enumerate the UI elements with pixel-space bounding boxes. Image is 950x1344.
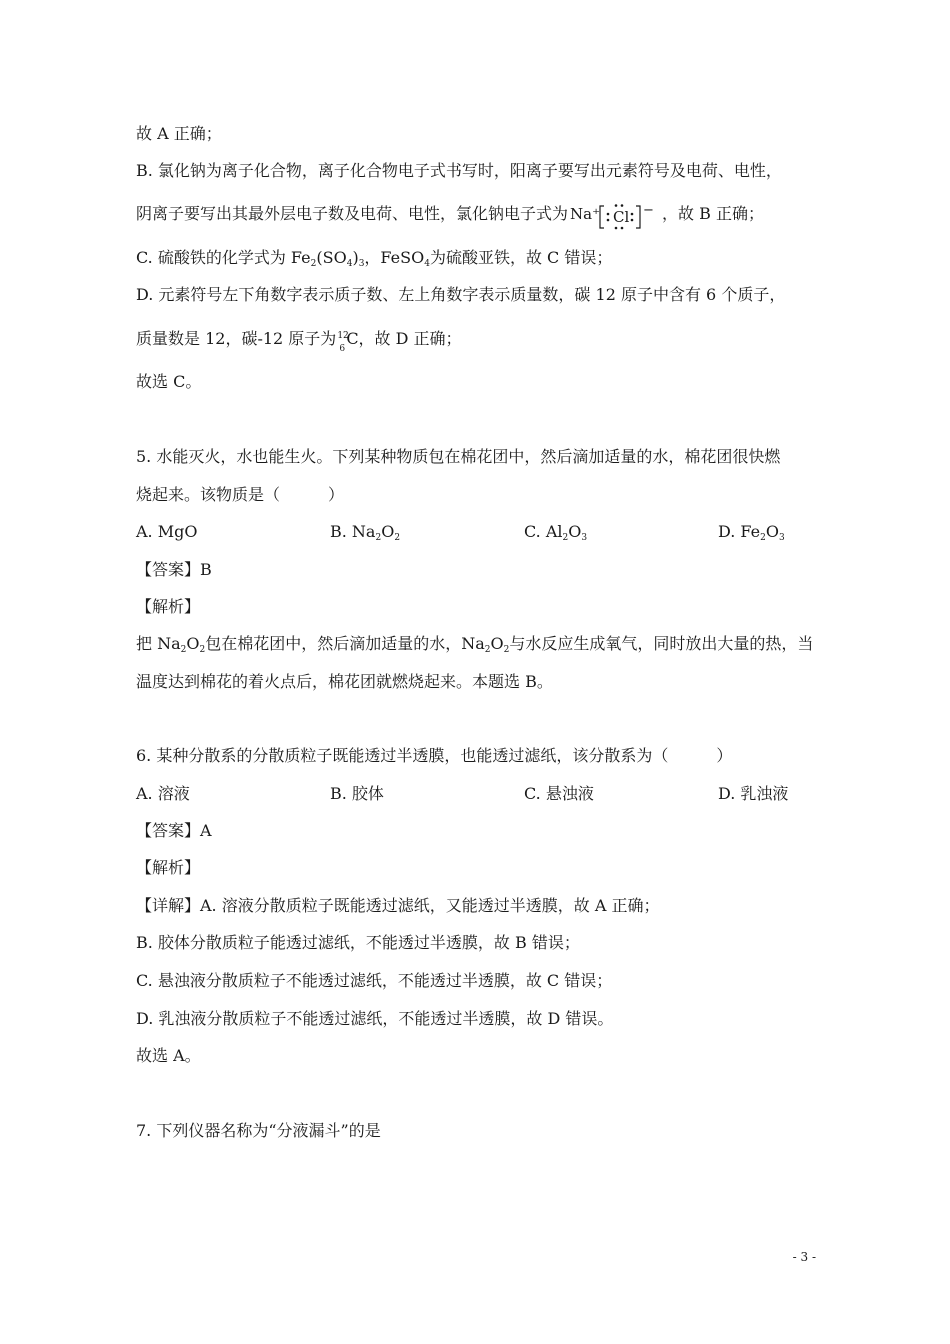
electron — [615, 204, 618, 207]
mass-number: 12 — [337, 331, 349, 341]
text: D. Fe — [718, 522, 761, 541]
right-bracket — [636, 206, 640, 228]
text: 包在棉花团中，然后滴加适量的水，Na — [205, 634, 485, 653]
q6-detail-1: 【详解】A. 溶液分散质粒子既能透过滤纸，又能透过半透膜，故 A 正确； — [136, 896, 660, 915]
text: O — [765, 522, 779, 541]
q5-answer: 【答案】B — [136, 560, 212, 579]
sub: 2 — [199, 645, 206, 655]
q5-option-a: A. MgO — [136, 522, 198, 541]
q6-stem: 6. 某种分散系的分散质粒子既能透过半透膜，也能透过滤纸，该分散系为（ ） — [136, 746, 733, 765]
q6-detail-4: D. 乳浊液分散质粒子不能透过滤纸，不能透过半透膜，故 D 错误。 — [136, 1009, 614, 1028]
left-bracket — [600, 206, 604, 228]
q5-option-c — [524, 522, 587, 548]
text: (SO — [316, 248, 347, 267]
sub: 2 — [562, 533, 569, 543]
q6-detail-3: C. 悬浊液分散质粒子不能透过滤纸，不能透过半透膜，故 C 错误； — [136, 971, 613, 990]
line-d-1: D. 元素符号左下角数字表示质子数、左上角数字表示质量数，碳 12 原子中含有 6 个质子， — [136, 285, 786, 304]
sub: 2 — [310, 259, 317, 269]
text: C，故 D 正确； — [346, 329, 462, 348]
q6-detail-2: B. 胶体分散质粒子能透过滤纸，不能透过半透膜，故 B 错误； — [136, 933, 580, 952]
q6-option-a: A. 溶液 — [136, 784, 190, 803]
electron — [607, 219, 610, 222]
sub: 4 — [424, 259, 430, 269]
line-answer-c: 故选 C。 — [136, 372, 202, 391]
q5-stem-1: 5. 水能灭火，水也能生火。下列某种物质包在棉花团中，然后滴加适量的水，棉花团很快燃 — [136, 447, 781, 466]
sub: 3 — [581, 533, 588, 543]
nacl-lewis-structure — [570, 204, 660, 237]
sub: 2 — [180, 645, 187, 655]
text: ，FeSO — [364, 248, 425, 267]
q5-explanation-1 — [136, 634, 813, 660]
minus-charge: − — [643, 204, 654, 218]
q6-option-c: C. 悬浊液 — [524, 784, 594, 803]
line-c — [136, 248, 612, 274]
sub: 2 — [760, 533, 766, 543]
q6-option-d: D. 乳浊液 — [718, 784, 789, 803]
q6-final: 故选 A。 — [136, 1046, 201, 1065]
text: 与水反应生成氧气，同时放出大量的热，当 — [509, 634, 814, 653]
text: C. 硫酸铁的化学式为 Fe — [136, 248, 311, 267]
text: C. Al — [524, 522, 563, 541]
line-d-2 — [136, 329, 462, 354]
atomic-number: 6 — [339, 344, 346, 354]
q6-answer: 【答案】A — [136, 821, 212, 840]
q6-analysis-heading: 【解析】 — [136, 858, 201, 877]
text: 阴离子要写出其最外层电子数及电荷、电性，氯化钠电子式为 — [136, 204, 569, 223]
text: ) — [352, 248, 359, 267]
text: O — [568, 522, 582, 541]
sub: 3 — [358, 259, 365, 269]
line-b-1: B. 氯化钠为离子化合物，离子化合物电子式书写时，阳离子要写出元素符号及电荷、电性， — [136, 161, 782, 180]
lewis-svg — [570, 204, 660, 232]
q7-stem: 7. 下列仪器名称为“分液漏斗”的是 — [136, 1121, 381, 1140]
sub: 2 — [503, 645, 510, 655]
text: O — [186, 634, 200, 653]
q6-option-b: B. 胶体 — [330, 784, 384, 803]
sub: 4 — [346, 259, 353, 269]
text: O — [381, 522, 395, 541]
line-a-correct: 故 A 正确； — [136, 124, 222, 143]
text: B. Na — [330, 522, 376, 541]
text: ，故 B 正确； — [662, 204, 764, 223]
sub: 2 — [484, 645, 491, 655]
q5-option-b — [330, 522, 400, 548]
text: O — [490, 634, 504, 653]
electron — [607, 213, 610, 216]
cl-symbol: Cl — [613, 208, 630, 226]
page-number: - 3 - — [792, 1250, 816, 1264]
sub: 2 — [394, 533, 401, 543]
isotope-notation — [336, 329, 349, 354]
line-b-2 — [136, 204, 764, 237]
q5-explanation-2: 温度达到棉花的着火点后，棉花团就燃烧起来。本题选 B。 — [136, 672, 553, 691]
electron — [631, 213, 634, 216]
sub: 3 — [778, 533, 785, 543]
na-plus: Na⁺ — [570, 205, 601, 223]
q5-option-d — [718, 522, 785, 548]
q5-stem-2: 烧起来。该物质是（ ） — [136, 485, 345, 504]
text: 质量数是 12，碳-12 原子为 — [136, 329, 337, 348]
text: 把 Na — [136, 634, 181, 653]
electron — [615, 227, 618, 230]
electron — [631, 219, 634, 222]
text: 为硫酸亚铁，故 C 错误； — [429, 248, 613, 267]
electron — [621, 227, 624, 230]
electron — [621, 204, 624, 207]
sub: 2 — [375, 533, 382, 543]
q5-analysis-heading: 【解析】 — [136, 597, 201, 616]
